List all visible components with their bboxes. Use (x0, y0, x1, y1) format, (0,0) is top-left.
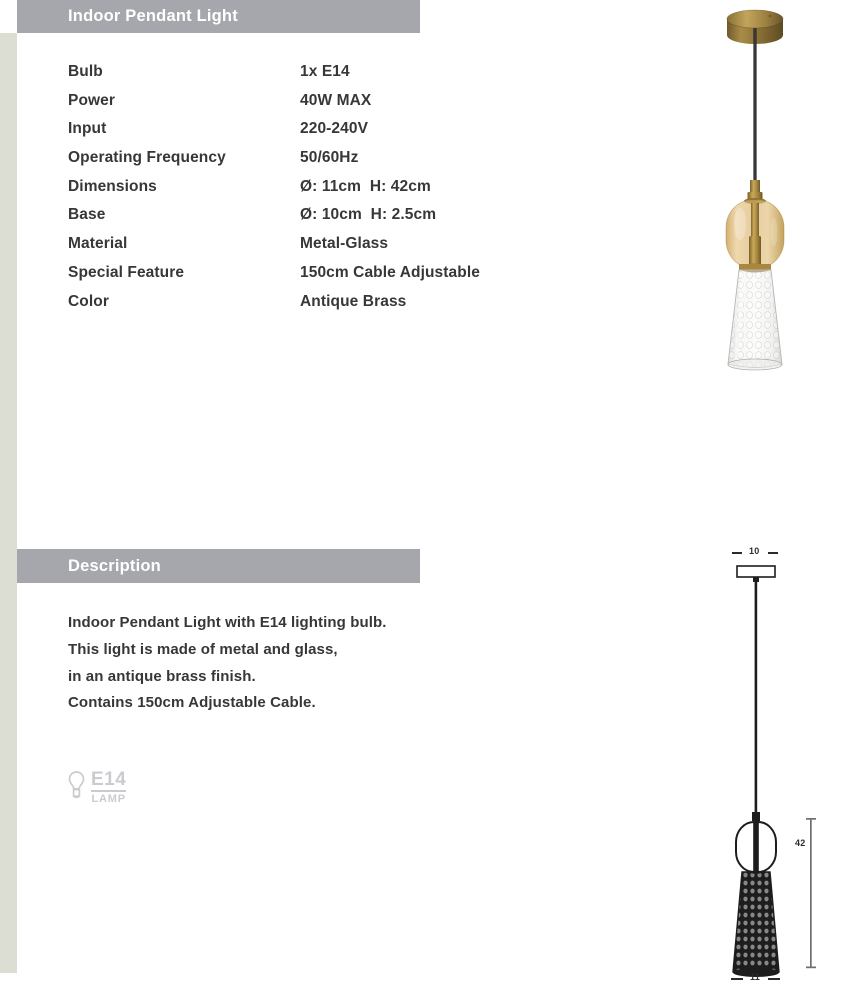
spec-row (68, 206, 588, 235)
dimension-dash-top-right (768, 552, 778, 554)
technical-drawing (700, 535, 862, 1000)
lamp-badge-code: E14 (91, 769, 127, 790)
dimension-dash-bottom-right (768, 978, 780, 980)
description-text (68, 610, 488, 717)
spec-row (68, 264, 588, 293)
light-bulb-icon (68, 770, 85, 805)
spec-label: Special Feature (68, 263, 185, 281)
lamp-badge-text (91, 770, 126, 805)
description-line: in an antique brass finish. (68, 667, 256, 685)
spec-value: Antique Brass (300, 292, 407, 310)
specification-table (68, 63, 588, 321)
spec-row (68, 92, 588, 121)
lamp-type-badge (68, 770, 126, 805)
description-title: Description (68, 556, 161, 575)
spec-label: Base (68, 206, 106, 224)
spec-label: Input (68, 120, 107, 138)
spec-value: 150cm Cable Adjustable (300, 263, 480, 281)
spec-row (68, 120, 588, 149)
page-title: Indoor Pendant Light (68, 7, 238, 25)
dimension-dash-top-left (732, 552, 742, 554)
left-edge-strip (0, 33, 17, 973)
spec-row (68, 149, 588, 178)
spec-value: Ø: 11cm H: 42cm (300, 177, 431, 195)
spec-label: Bulb (68, 63, 103, 80)
spec-row (68, 293, 588, 322)
spec-value: 220-240V (300, 120, 369, 138)
spec-value: 1x E14 (300, 63, 350, 80)
dimension-label-top: 10 (749, 546, 760, 556)
spec-row (68, 178, 588, 207)
dimension-label-bottom: 11 (750, 972, 761, 982)
dimension-label-side: 42 (795, 838, 806, 848)
product-photo (700, 0, 862, 400)
spec-row (68, 235, 588, 264)
spec-value: Ø: 10cm H: 2.5cm (300, 206, 437, 224)
lamp-badge-divider (91, 790, 126, 792)
spec-value: Metal-Glass (300, 235, 389, 253)
spec-value: 40W MAX (300, 91, 372, 109)
spec-label: Operating Frequency (68, 149, 226, 167)
dimension-dash-bottom-left (731, 978, 743, 980)
spec-row (68, 63, 588, 92)
spec-value: 50/60Hz (300, 149, 359, 167)
description-section-header (17, 549, 420, 583)
spec-label: Power (68, 91, 116, 109)
lamp-badge-caption: LAMP (91, 793, 126, 805)
spec-label: Material (68, 235, 128, 253)
description-line: This light is made of metal and glass, (68, 640, 338, 658)
spec-section-header (17, 0, 420, 33)
spec-label: Dimensions (68, 177, 157, 195)
spec-label: Color (68, 292, 109, 310)
description-line: Contains 150cm Adjustable Cable. (68, 694, 316, 712)
description-line: Indoor Pendant Light with E14 lighting bulb. (68, 614, 387, 631)
